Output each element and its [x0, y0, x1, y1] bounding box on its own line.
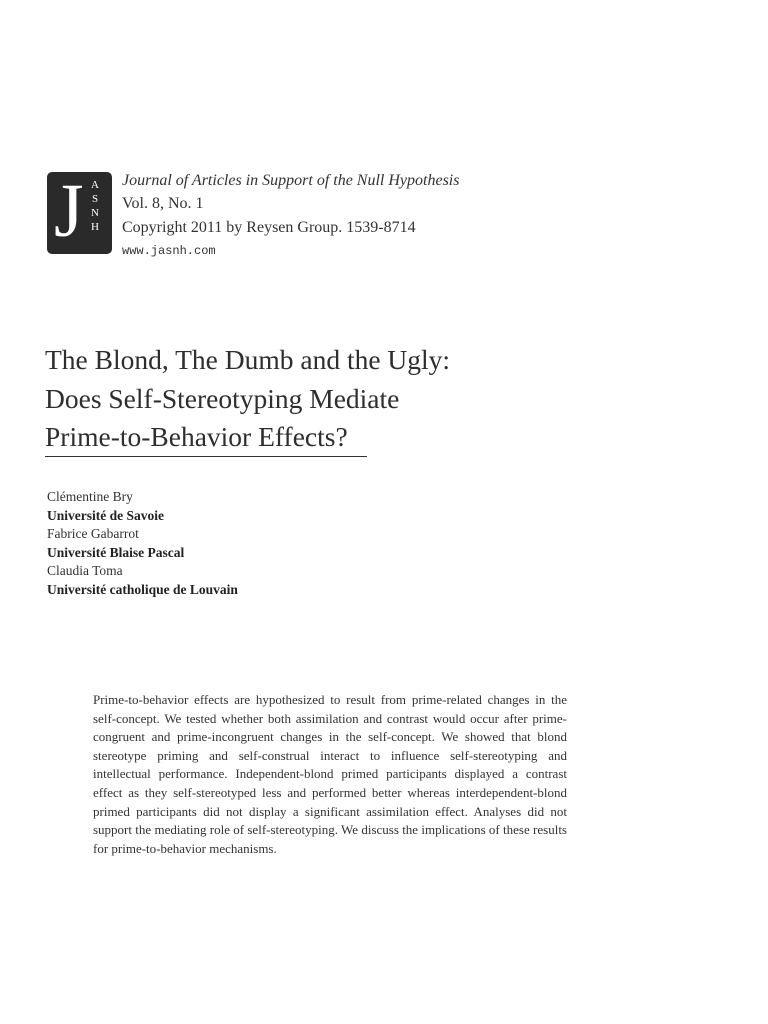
logo-side-letters — [89, 178, 101, 234]
logo-letter: N — [91, 207, 99, 219]
logo-letter: A — [91, 179, 99, 191]
paper-title — [45, 341, 665, 457]
journal-volume: Vol. 8, No. 1 — [122, 195, 204, 212]
title-divider — [45, 456, 367, 457]
title-line: Does Self-Stereotyping Mediate — [45, 382, 400, 414]
logo-letter-j: J — [54, 172, 84, 253]
journal-header — [47, 170, 487, 260]
title-line: The Blond, The Dumb and the Ugly: — [45, 344, 451, 375]
journal-url: www.jasnh.com — [122, 244, 216, 258]
author-affiliation: Université catholique de Louvain — [47, 581, 238, 597]
author-name: Clémentine Bry — [47, 489, 133, 504]
journal-meta — [122, 170, 459, 262]
author-affiliation: Université Blaise Pascal — [47, 544, 185, 560]
logo-letter: H — [91, 221, 99, 233]
journal-copyright: Copyright 2011 by Reysen Group. 1539-8714 — [122, 219, 416, 236]
abstract: Prime-to-behavior effects are hypothesized to result from prime-related changes in the self-concept. We tested whether both assimilation and contrast would occur after prime-congruent and prime-incongruent changes in the self-concept. We showed that blond stereotype priming and self-construal interact to influence self-stereotyping and intellectual performance. Independent-blond primed participants displayed a contrast effect as they self-stereotyped less and performed better whereas interdependent-blond primed participants did not display a significant assimilation effect. Analyses did not support the mediating role of self-stereotyping. We discuss the implications of these results for prime-to-behavior mechanisms. — [93, 692, 567, 856]
journal-logo — [47, 172, 112, 254]
author-affiliation: Université de Savoie — [47, 507, 164, 523]
title-line: Prime-to-Behavior Effects? — [45, 421, 348, 452]
logo-letter: S — [91, 193, 99, 205]
author-list — [47, 488, 547, 599]
author-name: Claudia Toma — [47, 563, 123, 578]
journal-name: Journal of Articles in Support of the Null Hypothesis — [122, 172, 460, 189]
author-name: Fabrice Gabarrot — [47, 526, 139, 541]
